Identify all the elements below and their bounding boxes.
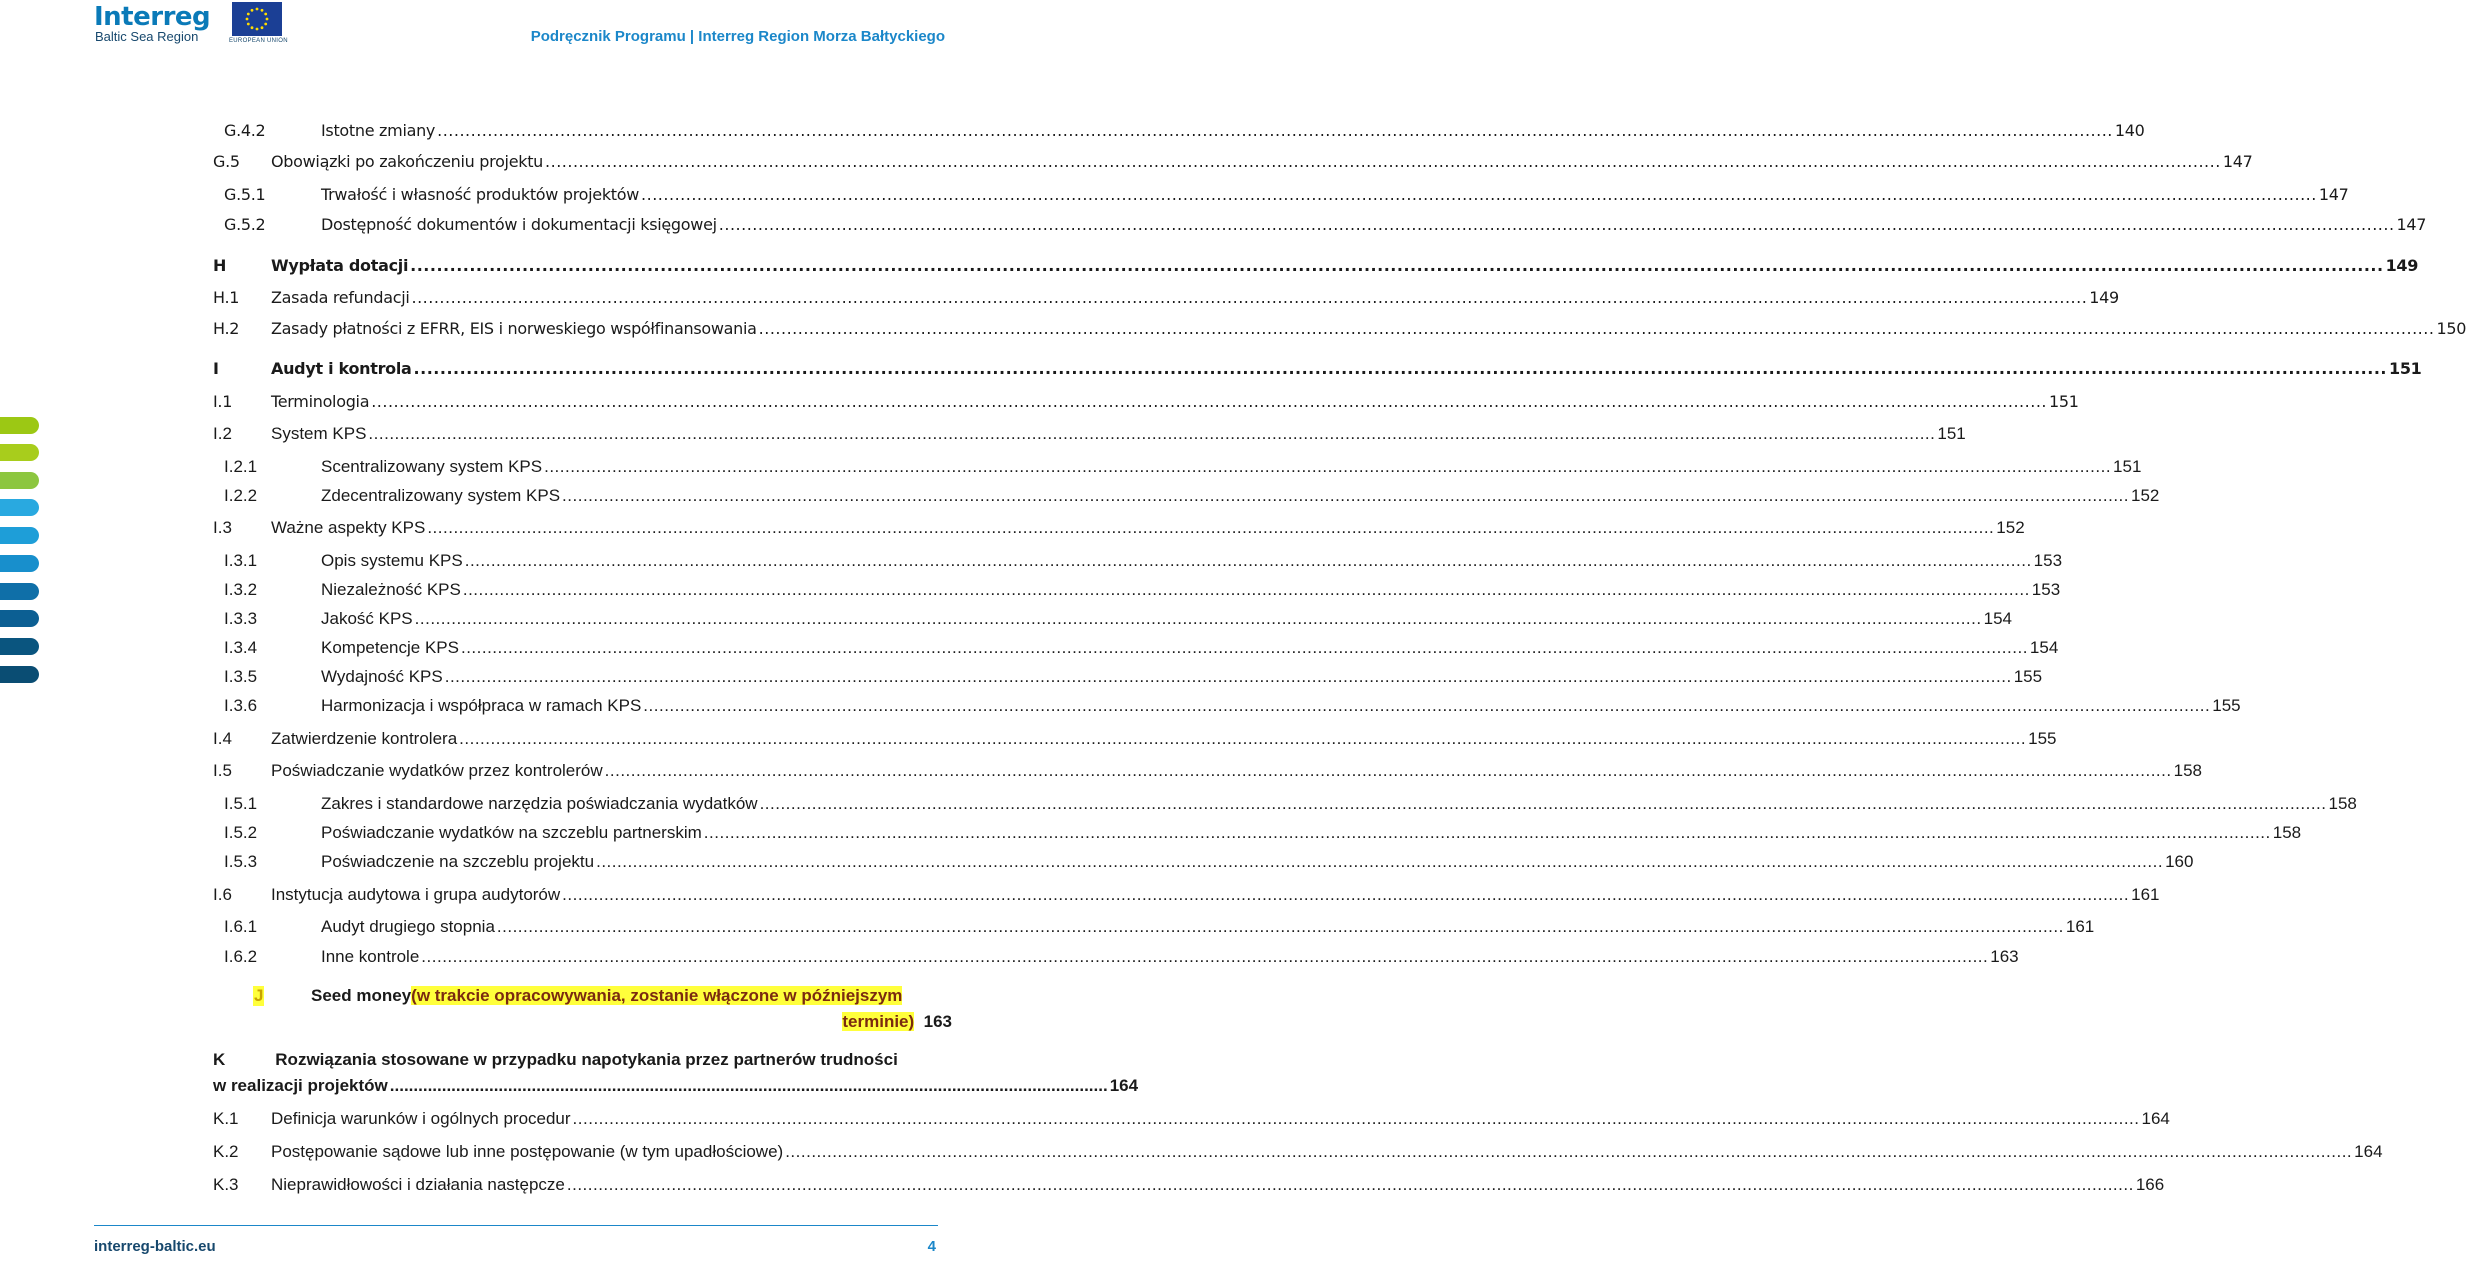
toc-page: 151 (1937, 424, 1966, 443)
toc-number: I.3.2 (224, 580, 258, 599)
side-color-bar (0, 666, 39, 683)
toc-page: 161 (2131, 885, 2160, 904)
toc-leader-dots: ............................................................................................................................................................................................................................................................................................................ (545, 152, 2221, 171)
toc-number: I.1 (213, 392, 233, 411)
toc-label: Poświadczenie na szczeblu projektu (321, 852, 595, 871)
toc-number: K.2 (213, 1142, 239, 1161)
side-color-bar (0, 638, 39, 655)
toc-number: G.5.1 (224, 185, 266, 204)
toc-entry[interactable] (213, 184, 2349, 206)
toc-label: Rozwiązania stosowane w przypadku napotykania przez partnerów trudności (275, 1050, 898, 1069)
toc-label: Terminologia (271, 392, 370, 411)
toc-leader-dots: ............................................................................................................................................................................................................................................................................................................ (413, 359, 2387, 378)
toc-leader-dots: ............................................................................................................................................................................................................................................................................................................ (785, 1142, 2353, 1161)
toc-label: Opis systemu KPS (321, 551, 463, 570)
side-color-bar (0, 610, 39, 627)
toc-leader-dots: ............................................................................................................................................................................................................................................................................................................ (460, 638, 2028, 657)
toc-label: Scentralizowany system KPS (321, 457, 543, 476)
toc-page: 151 (2113, 457, 2142, 476)
toc-leader-dots: ............................................................................................................................................................................................................................................................................................................ (427, 518, 1995, 537)
toc-entry[interactable] (213, 695, 2241, 717)
toc-number: I.5.1 (224, 794, 258, 813)
toc-entry[interactable] (213, 579, 2061, 601)
toc-page: 154 (1983, 609, 2012, 628)
toc-page: 147 (2222, 152, 2253, 171)
toc-page: 160 (2165, 852, 2194, 871)
toc-leader-dots: ............................................................................................................................................................................................................................................................................................................ (414, 609, 1982, 628)
toc-page: 158 (2328, 794, 2357, 813)
toc-label: Seed money (311, 986, 412, 1005)
toc-leader-dots: ............................................................................................................................................................................................................................................................................................................ (604, 761, 2172, 780)
toc-label: Audyt drugiego stopnia (321, 917, 495, 936)
toc-entry[interactable] (213, 793, 2357, 815)
toc-entry[interactable] (213, 1174, 2165, 1196)
toc-number: I.6 (213, 885, 232, 904)
toc-entry[interactable] (213, 637, 2059, 659)
toc-page: 158 (2272, 823, 2302, 842)
toc-page: 155 (2013, 667, 2043, 686)
toc-label: Zasada refundacji (271, 288, 410, 307)
toc-page: 166 (2135, 1175, 2165, 1194)
toc-leader-dots: ............................................................................................................................................................................................................................................................................................................ (371, 392, 2047, 411)
toc-label: Zdecentralizowany system KPS (321, 486, 561, 505)
toc-entry[interactable] (213, 120, 2145, 142)
side-color-bar (0, 499, 39, 516)
toc-entry[interactable] (213, 1141, 2383, 1163)
toc-label: Niezależność KPS (321, 580, 461, 599)
toc-entry[interactable] (213, 456, 2142, 478)
toc-number: H (213, 256, 227, 275)
toc-number: I.2 (213, 424, 232, 443)
toc-leader-dots: ............................................................................................................................................................................................................................................................................................................ (462, 580, 2030, 599)
interreg-logo (94, 2, 294, 48)
toc-page: 155 (2212, 696, 2241, 715)
toc-leader-dots: ............................................................................................................................................................................................................................................................................................................ (718, 215, 2395, 234)
toc-leader-dots: ............................................................................................................................................................................................................................................................................................................ (759, 794, 2327, 813)
toc-number: I.3.1 (224, 551, 258, 570)
toc-note-highlight-cont: terminie) (842, 1012, 915, 1031)
toc-leader-dots: ............................................................................................................................................................................................................................................................................................................ (572, 1109, 2140, 1128)
toc-number: I.3.3 (224, 609, 258, 628)
toc-label: Zasady płatności z EFRR, EIS i norweskiego współfinansowania (271, 319, 757, 338)
toc-entry[interactable] (213, 550, 2063, 572)
toc-page: 149 (2385, 256, 2419, 275)
toc-page: 154 (2029, 638, 2059, 657)
toc-number: K (213, 1050, 226, 1069)
toc-number: I.6.1 (224, 917, 258, 936)
toc-number: I.2.2 (224, 486, 258, 505)
side-color-bar (0, 555, 39, 572)
toc-label: Istotne zmiany (321, 121, 436, 140)
toc-label: Obowiązki po zakończeniu projektu (271, 152, 544, 171)
toc-label: Jakość KPS (321, 609, 413, 628)
toc-leader-dots: ............................................................................................................................................................................................................................................................................................................ (437, 121, 2113, 140)
toc-entry[interactable] (213, 851, 2194, 873)
toc-entry[interactable] (213, 760, 2202, 782)
toc-leader-dots: ............................................................................................................................................................................................................................................................................................................ (464, 551, 2032, 570)
toc-leader-dots: ............................................................................................................................................................................................................................................................................................................ (596, 852, 2164, 871)
toc-page: 161 (2065, 917, 2095, 936)
side-color-bar (0, 444, 39, 461)
toc-number: I.5.3 (224, 852, 258, 871)
toc-label: Kompetencje KPS (321, 638, 459, 657)
toc-entry[interactable] (213, 608, 2012, 630)
toc-number: I.5.2 (224, 823, 258, 842)
toc-entry[interactable] (213, 517, 2025, 539)
side-color-bar (0, 417, 39, 434)
footer-website-link[interactable]: interreg-baltic.eu (94, 1238, 216, 1255)
toc-number: I.3.6 (224, 696, 258, 715)
toc-page: 147 (2318, 185, 2349, 204)
side-color-bar (0, 527, 39, 544)
toc-page: 150 (2436, 319, 2466, 338)
toc-entry[interactable] (213, 666, 2043, 688)
toc-entry[interactable] (213, 822, 2302, 844)
toc-entry[interactable] (213, 287, 2119, 309)
toc-number: J (254, 986, 264, 1005)
toc-entry[interactable] (213, 358, 2422, 380)
toc-label: Definicja warunków i ogólnych procedur (271, 1109, 571, 1128)
toc-page: 158 (2173, 761, 2202, 780)
logo-subtitle: Baltic Sea Region (95, 29, 199, 44)
document-title: Podręcznik Programu | Interreg Region Morza Bałtyckiego (530, 28, 945, 45)
toc-leader-dots: ............................................................................................................................................................................................................................................................................................................ (544, 457, 2112, 476)
toc-number: K.1 (213, 1109, 239, 1128)
toc-page: 164 (2354, 1142, 2383, 1161)
toc-leader-dots: ............................................................................................................................................................................................................................................................................................................ (368, 424, 1936, 443)
toc-label: Audyt i kontrola (271, 359, 412, 378)
toc-label: Poświadczanie wydatków przez kontrolerów (271, 761, 603, 780)
toc-leader-dots: ............................................................................................................................................................................................................................................................................................................ (758, 319, 2435, 338)
toc-page: 155 (2028, 729, 2057, 748)
toc-number: G.4.2 (224, 121, 266, 140)
toc-leader-dots: ............................................................................................................................................................................................................................................................................................................ (703, 823, 2271, 842)
toc-note-highlight: (w trakcie opracowywania, zostanie włączone w późniejszym (411, 986, 903, 1005)
toc-label: Zatwierdzenie kontrolera (271, 729, 458, 748)
toc-entry[interactable] (213, 485, 2160, 507)
toc-label: Harmonizacja i współpraca w ramach KPS (321, 696, 642, 715)
toc-leader-dots: ........................................................................................................................................................ (389, 1076, 1108, 1095)
side-color-bar (0, 583, 39, 600)
toc-entry[interactable] (213, 151, 2253, 173)
toc-label: Wydajność KPS (321, 667, 443, 686)
page-header (0, 0, 960, 60)
toc-page: 164 (1109, 1076, 1139, 1095)
toc-entry[interactable] (213, 255, 2419, 277)
toc-label: Ważne aspekty KPS (271, 518, 426, 537)
toc-number: I (213, 359, 219, 378)
eu-label: EUROPEAN UNION (229, 38, 288, 44)
toc-page: 153 (2031, 580, 2061, 599)
toc-page: 152 (1996, 518, 2025, 537)
toc-page: 163 (923, 1012, 952, 1031)
toc-label-cont: w realizacji projektów (213, 1076, 388, 1095)
toc-number: K.3 (213, 1175, 239, 1194)
toc-number: I.4 (213, 729, 232, 748)
toc-label: Instytucja audytowa i grupa audytorów (271, 885, 561, 904)
toc-label: Trwałość i własność produktów projektów (321, 185, 640, 204)
toc-entry[interactable] (213, 1108, 2170, 1130)
toc-entry[interactable] (213, 946, 2019, 968)
toc-leader-dots: ............................................................................................................................................................................................................................................................................................................ (459, 729, 2027, 748)
toc-page: 164 (2141, 1109, 2170, 1128)
toc-number: G.5.2 (224, 215, 266, 234)
toc-page: 152 (2131, 486, 2160, 505)
toc-number: H.1 (213, 288, 240, 307)
toc-leader-dots: ............................................................................................................................................................................................................................................................................................................ (641, 185, 2317, 204)
toc-entry-k[interactable] (213, 1050, 1139, 1100)
toc-entry[interactable] (213, 318, 2466, 340)
toc-entry[interactable] (213, 916, 2095, 938)
toc-label: Wypłata dotacji (271, 256, 409, 275)
toc-leader-dots: ............................................................................................................................................................................................................................................................................................................ (444, 667, 2012, 686)
toc-leader-dots: ............................................................................................................................................................................................................................................................................................................ (421, 947, 1989, 966)
toc-leader-dots: ............................................................................................................................................................................................................................................................................................................ (562, 885, 2130, 904)
toc-number: I.3 (213, 518, 232, 537)
toc-page: 147 (2396, 215, 2427, 234)
toc-entry[interactable] (213, 214, 2427, 236)
toc-page: 151 (2388, 359, 2422, 378)
toc-number: G.5 (213, 152, 240, 171)
toc-label: Postępowanie sądowe lub inne postępowanie (w tym upadłościowe) (271, 1142, 784, 1161)
toc-entry[interactable] (213, 884, 2160, 906)
eu-flag-icon (232, 2, 282, 36)
toc-page: 140 (2114, 121, 2145, 140)
side-color-bar (0, 472, 39, 489)
toc-number: I.3.5 (224, 667, 258, 686)
toc-page: 151 (2048, 392, 2079, 411)
toc-label: Inne kontrole (321, 947, 420, 966)
toc-entry-j[interactable] (213, 984, 952, 1036)
toc-entry[interactable] (213, 423, 1966, 445)
toc-number: I.2.1 (224, 457, 258, 476)
footer-page-number: 4 (927, 1238, 936, 1255)
toc-page: 149 (2089, 288, 2119, 307)
toc-leader-dots: ............................................................................................................................................................................................................................................................................................................ (643, 696, 2211, 715)
toc-entry[interactable] (213, 391, 2079, 413)
toc-leader-dots: ............................................................................................................................................................................................................................................................................................................ (410, 256, 2384, 275)
toc-label: System KPS (271, 424, 367, 443)
toc-label: Nieprawidłowości i działania następcze (271, 1175, 565, 1194)
footer-divider (94, 1225, 938, 1226)
toc-leader-dots: ............................................................................................................................................................................................................................................................................................................ (566, 1175, 2134, 1194)
toc-label: Zakres i standardowe narzędzia poświadczania wydatków (321, 794, 758, 813)
toc-leader-dots: ............................................................................................................................................................................................................................................................................................................ (562, 486, 2129, 505)
toc-number: I.6.2 (224, 947, 258, 966)
toc-leader-dots: ............................................................................................................................................................................................................................................................................................................ (496, 917, 2064, 936)
toc-label: Poświadczanie wydatków na szczeblu partnerskim (321, 823, 702, 842)
toc-number: I.3.4 (224, 638, 258, 657)
toc-entry[interactable] (213, 728, 2057, 750)
toc-number: H.2 (213, 319, 240, 338)
toc-page: 153 (2033, 551, 2063, 570)
toc-leader-dots: ............................................................................................................................................................................................................................................................................................................ (411, 288, 2088, 307)
toc-number: I.5 (213, 761, 232, 780)
toc-label: Dostępność dokumentów i dokumentacji księgowej (321, 215, 717, 234)
toc-page: 163 (1990, 947, 2019, 966)
logo-wordmark: Interreg (94, 2, 211, 32)
